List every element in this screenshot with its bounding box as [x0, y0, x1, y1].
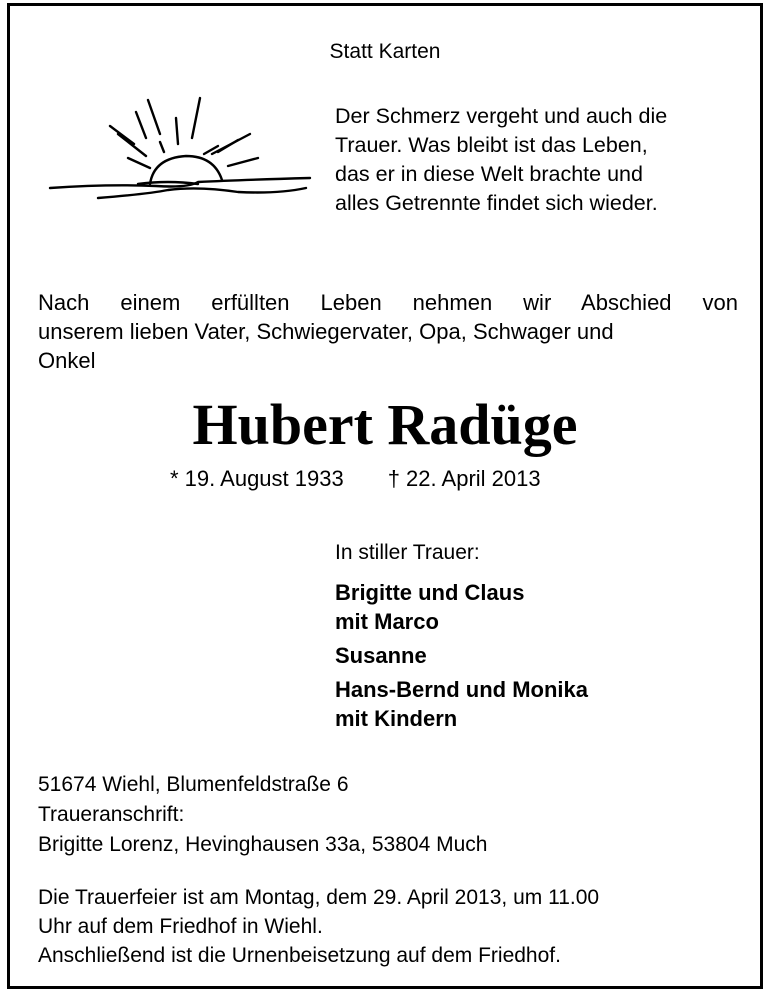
quote-block [335, 102, 667, 218]
mourning-label: In stiller Trauer: [335, 541, 480, 564]
death-date: † 22. April 2013 [387, 466, 541, 491]
quote-line: das er in diese Welt brachte und [335, 162, 643, 186]
deceased-name: Hubert Radüge [192, 392, 578, 457]
quote-line: Der Schmerz vergeht und auch die [335, 104, 668, 128]
address-block [38, 770, 487, 860]
family-member: Brigitte und Claus [335, 580, 525, 605]
address-line: Traueranschrift: [38, 803, 185, 826]
quote-line: Trauer. Was bleibt ist das Leben, [335, 133, 648, 157]
family-member: mit Kindern [335, 706, 458, 731]
family-member: Hans-Bernd und Monika [335, 677, 589, 702]
intro-line: Onkel [38, 348, 96, 373]
intro-line: Nach einem erfüllten Leben nehmen wir Abschied von [38, 290, 738, 315]
address-line: 51674 Wiehl, Blumenfeldstraße 6 [38, 773, 349, 796]
family-member: Susanne [335, 643, 427, 668]
service-line: Uhr auf dem Friedhof in Wiehl. [38, 915, 323, 938]
service-line: Anschließend ist die Urnenbeisetzung auf dem Friedhof. [38, 944, 561, 967]
intro-text [38, 288, 738, 375]
intro-line: unserem lieben Vater, Schwiegervater, Opa, Schwager und [38, 319, 614, 344]
quote-line: alles Getrennte findet sich wieder. [335, 191, 658, 215]
header-statt-karten: Statt Karten [329, 40, 441, 63]
obituary-frame [7, 3, 763, 989]
rising-sun-icon [38, 96, 318, 206]
life-dates [170, 466, 541, 492]
family-member: mit Marco [335, 609, 439, 634]
birth-date: * 19. August 1933 [170, 466, 344, 491]
service-line: Die Trauerfeier ist am Montag, dem 29. April 2013, um 11.00 [38, 886, 600, 909]
service-info [38, 883, 599, 970]
address-line: Brigitte Lorenz, Hevinghausen 33a, 53804 Much [38, 833, 488, 856]
